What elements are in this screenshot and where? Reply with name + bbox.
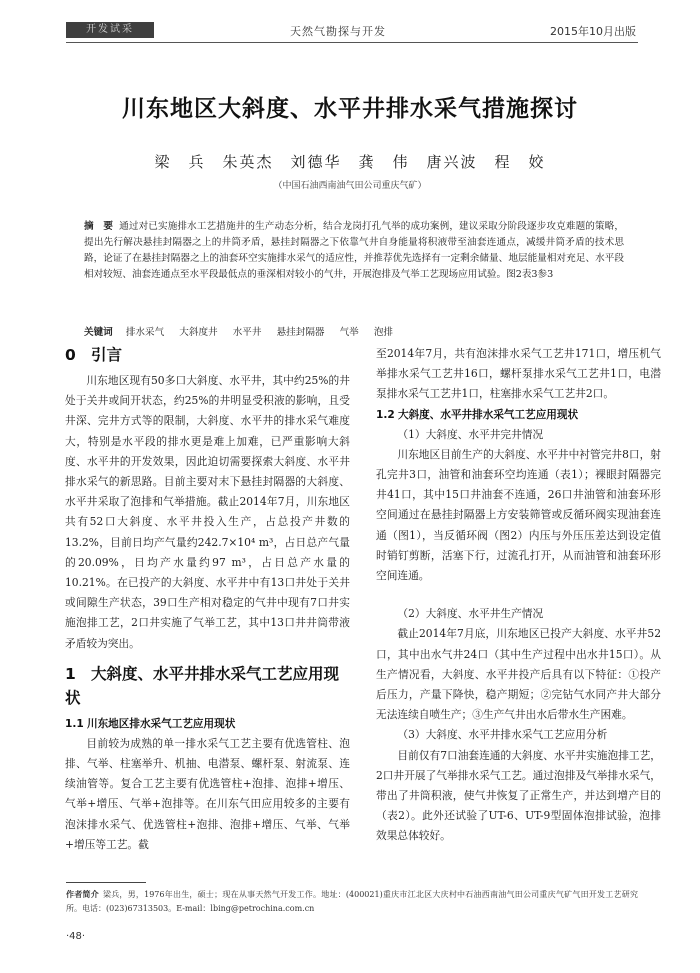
paragraph: 川东地区现有50多口大斜度、水平井，其中约25%的井处于关井或间开状态，约25%的井明显受积液的影响，且受井深、完井方式等的限制，大斜度、水平井的排水采气难度大，特别是水平段的排水更是难上加难，已严重影响大斜度、水平井的开发效果，因此迫切需要探索大斜度、水平井排水采气的新思路。目前主要对末下悬挂封隔器的大斜度、水平井采取了泡排和气举措施。截止2014年7月，川东地区共有52口大斜度、水平井投入生产，占总投产井数的13.2%，目前日均产气量约242.7×10⁴ m³，占日总产气量的20.09%，日均产水量约97 m³，占日总产水量的10.21%。在已投产的大斜度、水平井中有13口井处于关井或间隙生产状态，39口生产相对稳定的气井中现有7口井实施泡排工艺，2口井实施了气举工艺，其中13口井井筒带液矛盾较为突出。 bbox=[65, 374, 350, 650]
paragraph: 至2014年7月，共有泡沫排水采气工艺井171口，增压机气举排水采气工艺井16口，螺杆泵排水采气工艺井1口，电潜泵排水采气工艺井1口，柱塞排水采气工艺井2口。 bbox=[376, 347, 661, 401]
paragraph: 目前仅有7口油套连通的大斜度、水平井实施泡排工艺，2口井开展了气举排水采气工艺。通过泡排及气举排水采气，带出了井筒积液，使气井恢复了正常生产，并达到增产目的（表2）。此外还试验了UT-6、UT-9型固体泡排试验，泡排效果总体较好。 bbox=[376, 748, 661, 843]
author-footnote bbox=[66, 888, 638, 916]
footnote-rule bbox=[66, 882, 146, 883]
header-rule bbox=[66, 42, 638, 43]
right-column bbox=[376, 344, 661, 847]
subsection-number: 1.1 bbox=[65, 717, 84, 730]
keywords-label: 关键词 bbox=[84, 327, 113, 338]
subsection-title: 川东地区排水采气工艺应用现状 bbox=[87, 717, 236, 730]
keyword: 泡排 bbox=[373, 327, 394, 338]
section-title: 引言 bbox=[91, 346, 123, 364]
section-heading bbox=[65, 662, 350, 710]
keyword: 排水采气 bbox=[125, 327, 165, 338]
subsection-heading bbox=[376, 405, 661, 425]
article-title: 川东地区大斜度、水平井排水采气措施探讨 bbox=[122, 96, 578, 122]
journal-name: 天然气勘探与开发 bbox=[290, 25, 386, 38]
paragraph: 川东地区目前生产的大斜度、水平井中衬管完井8口，射孔完井3口，油管和油套环空均连通（表1）；裸眼封隔器完井41口，其中15口井油套不连通，26口井油管和油套环形空间通过在悬挂封隔器上方安装筛管或反循环阀实现油套连通（图1），当反循环阀（图2）内压与外压压差达到设定值时销钉剪断，活塞下行，过流孔打开，从而油管和油套环形空间连通。 bbox=[376, 447, 661, 583]
subsection-heading bbox=[65, 714, 350, 734]
left-column bbox=[65, 344, 350, 855]
paragraph: 目前较为成熟的单一排水采气工艺主要有优选管柱、泡排、气举、柱塞举升、机抽、电潜泵、螺杆泵、射流泵、连续油管等。复合工艺主要有优选管柱+泡排、泡排+增压、气举+增压、气举+泡排等。在川东气田应用较多的主要有泡沫排水采气、优选管柱+泡排、泡排+增压、气举、气举+增压等工艺。截 bbox=[65, 736, 350, 851]
keyword: 水平井 bbox=[232, 327, 262, 338]
author-list: 梁 兵 朱英杰 刘德华 龚 伟 唐兴波 程 姣 bbox=[154, 153, 546, 171]
abstract-text: 通过对已实施排水工艺措施井的生产动态分析，结合龙岗打孔气举的成功案例，建议采取分阶段逐步攻克难题的策略，提出先行解决悬挂封隔器之上的井筒矛盾，悬挂封隔器之下依靠气井自身能量将积液带至油套连通点，减缓井筒矛盾的技术思路，论证了在悬挂封隔器之上的油套环空实施排水采气的适应性，并推荐优先选择有一定剩余储量、地层能量相对充足、水平段相对较短、油套连通点至水平段最低点的垂深相对较小的气井，开展泡排及气举工艺现场应用试验。图2表3参3 bbox=[84, 221, 625, 281]
keyword: 气举 bbox=[339, 327, 359, 338]
issue-date: 2015年10月出版 bbox=[550, 25, 636, 38]
section-number: 0 bbox=[65, 346, 76, 364]
abstract bbox=[84, 219, 624, 283]
column-badge: 开发试采 bbox=[66, 22, 154, 38]
keywords bbox=[84, 324, 624, 338]
subsection-number: 1.2 bbox=[376, 408, 395, 421]
page-number: ·48· bbox=[66, 931, 86, 942]
abstract-label: 摘 要 bbox=[84, 221, 114, 232]
list-item-title: （2）大斜度、水平井生产情况 bbox=[397, 607, 544, 621]
list-item-title: （1）大斜度、水平井完井情况 bbox=[397, 427, 544, 441]
keyword: 悬挂封隔器 bbox=[276, 327, 325, 338]
section-number: 1 bbox=[65, 664, 76, 683]
section-title: 大斜度、水平井排水采气工艺应用现状 bbox=[65, 664, 340, 707]
subsection-title: 大斜度、水平井排水采气工艺应用现状 bbox=[398, 408, 579, 421]
footnote-label: 作者简介 bbox=[66, 890, 99, 899]
affiliation: （中国石油西南油气田公司重庆气矿） bbox=[273, 181, 427, 191]
section-heading bbox=[65, 344, 350, 367]
paragraph: 截止2014年7月底，川东地区已投产大斜度、水平井52口，其中出水气井24口（其中生产过程中出水井15口）。从生产情况看，大斜度、水平井投产后具有以下特征：①投产后压力，产量下降快，稳产期短；②完钻气水同产井大部分无法连续自喷生产；③生产气井出水后带水生产困难。 bbox=[376, 627, 661, 722]
keyword: 大斜度井 bbox=[179, 327, 218, 338]
list-item-title: （3）大斜度、水平井排水采气工艺应用分析 bbox=[397, 728, 608, 742]
footnote-text: 梁兵，男，1976年出生，硕士；现在从事天然气开发工作。地址：(400021)重庆市江北区大庆村中石油西南油气田公司重庆气矿气田开发工艺研究所。电话：(023)67313503。E-mail：lbing@petrochina.com.cn bbox=[66, 890, 639, 913]
